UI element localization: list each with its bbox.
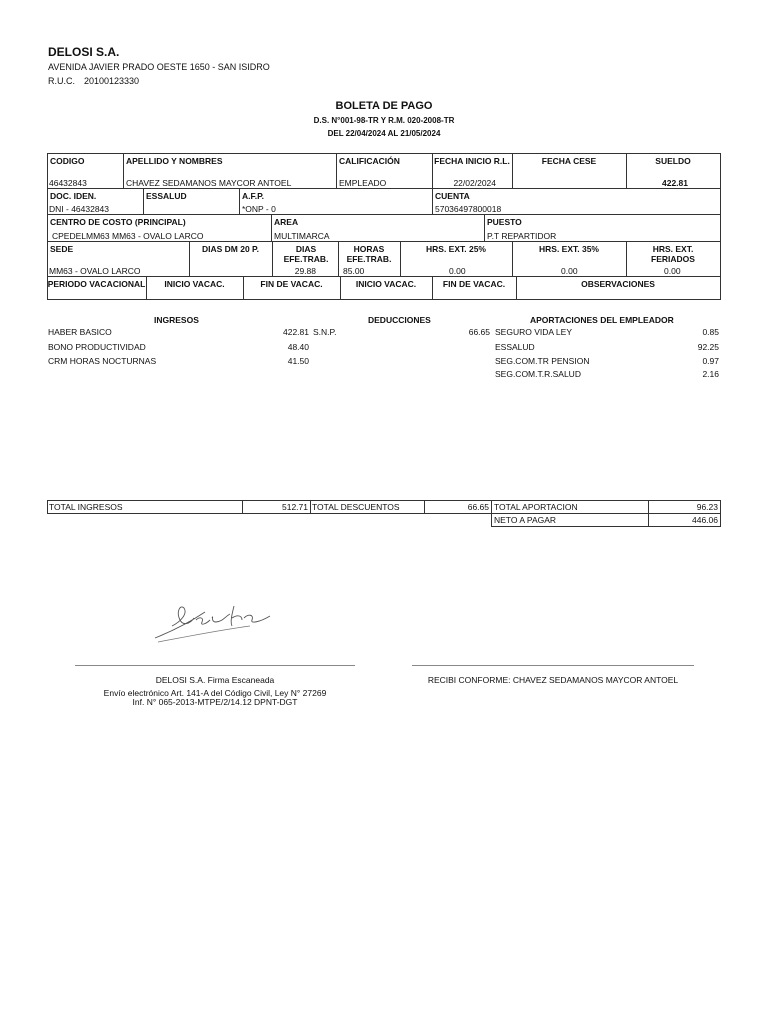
company-address: AVENIDA JAVIER PRADO OESTE 1650 - SAN ISIDRO [48,62,270,72]
signature-image [150,600,280,645]
aportacion-label: SEG.COM.TR PENSION [495,356,590,366]
total-aportacion-value: 96.23 [696,502,718,512]
value-area: MULTIMARCA [274,231,330,241]
value-sueldo: 422.81 [662,178,688,188]
ingreso-value: 422.81 [283,327,309,337]
header-sueldo: SUELDO [655,156,691,166]
total-descuentos-label: TOTAL DESCUENTOS [312,502,400,512]
header-ext-35: HRS. EXT. 35% [539,244,599,254]
company-ruc: 20100123330 [84,76,140,86]
ingreso-value: 41.50 [287,356,309,366]
footer-inf: Inf. N° 065-2013-MTPE/2/14.12 DPNT-DGT [132,697,298,707]
document-subtitle: D.S. N°001-98-TR Y R.M. 020-2008-TR [313,116,455,125]
aportacion-label: SEGURO VIDA LEY [495,327,572,337]
header-essalud: ESSALUD [146,191,187,201]
ingreso-value: 48.40 [287,342,309,352]
value-sede: MM63 - OVALO LARCO [49,266,141,276]
section-ingresos: INGRESOS [154,315,199,325]
signature-line-employer [75,665,355,666]
document-title: BOLETA DE PAGO [335,100,433,112]
header-ext-25: HRS. EXT. 25% [426,244,486,254]
total-aportacion-label: TOTAL APORTACION [494,502,578,512]
ingreso-label: CRM HORAS NOCTURNAS [48,356,157,366]
header-inicio-vacac-1: INICIO VACAC. [164,279,225,289]
value-horas-efe: 85.00 [343,266,365,276]
value-dias-efe: 29.88 [294,266,316,276]
header-dias-dm: DIAS DM 20 P. [201,244,259,254]
footer-envio: Envío electrónico Art. 141-A del Código Civil, Ley N° 27269 [103,688,327,698]
total-ingresos-value: 512.71 [282,502,308,512]
footer-firma: DELOSI S.A. Firma Escaneada [155,675,275,685]
value-puesto: P.T REPARTIDOR [487,231,557,241]
header-codigo: CODIGO [50,156,85,166]
value-doc-iden: DNI - 46432843 [49,204,110,214]
header-doc-iden: DOC. IDEN. [50,191,97,201]
value-ext-35: 0.00 [561,266,578,276]
deduccion-value: 66.65 [468,327,490,337]
header-centro-costo: CENTRO DE COSTO (PRINCIPAL) [50,217,186,227]
aportacion-value: 2.16 [702,369,719,379]
ingreso-label: HABER BASICO [48,327,112,337]
aportacion-label: SEG.COM.T.R.SALUD [495,369,581,379]
value-fecha-inicio: 22/02/2024 [453,178,496,188]
value-ext-25: 0.00 [449,266,466,276]
header-dias-efe: DIAS EFE.TRAB. [283,244,329,264]
aportacion-value: 0.85 [702,327,719,337]
total-descuentos-value: 66.65 [467,502,489,512]
header-periodo-vacacional: PERIODO VACACIONAL [47,279,146,289]
value-codigo: 46432843 [49,178,87,188]
footer-recibi: RECIBI CONFORME: CHAVEZ SEDAMANOS MAYCOR ANTOEL [427,675,679,685]
value-apellido: CHAVEZ SEDAMANOS MAYCOR ANTOEL [126,178,292,188]
value-centro-costo: CPEDELMM63 MM63 - OVALO LARCO [52,231,204,241]
section-aportaciones: APORTACIONES DEL EMPLEADOR [530,315,674,325]
company-ruc-label: R.U.C. [48,76,75,86]
deduccion-label: S.N.P. [313,327,337,337]
value-ext-feriados: 0.00 [664,266,681,276]
header-apellido: APELLIDO Y NOMBRES [126,156,223,166]
header-observaciones: OBSERVACIONES [581,279,655,289]
neto-pagar-value: 446.06 [692,515,718,525]
header-ext-feriados: HRS. EXT. FERIADOS [651,244,695,264]
ingreso-label: BONO PRODUCTIVIDAD [48,342,146,352]
aportacion-value: 0.97 [702,356,719,366]
aportacion-value: 92.25 [697,342,719,352]
total-ingresos-label: TOTAL INGRESOS [49,502,123,512]
value-calificacion: EMPLEADO [339,178,387,188]
header-inicio-vacac-2: INICIO VACAC. [355,279,417,289]
header-area: AREA [274,217,299,227]
header-puesto: PUESTO [487,217,522,227]
value-afp: *ONP - 0 [242,204,276,214]
header-fecha-inicio: FECHA INICIO R.L. [434,156,510,166]
header-calificacion: CALIFICACIÓN [339,156,400,166]
header-cuenta: CUENTA [435,191,470,201]
header-horas-efe: HORAS EFE.TRAB. [346,244,392,264]
header-fin-vacac-2: FIN DE VACAC. [442,279,506,289]
header-fin-vacac-1: FIN DE VACAC. [260,279,323,289]
signature-line-employee [412,665,694,666]
company-name: DELOSI S.A. [48,45,120,59]
document-period: DEL 22/04/2024 AL 21/05/2024 [327,129,441,138]
neto-pagar-label: NETO A PAGAR [494,515,557,525]
section-deducciones: DEDUCCIONES [368,315,431,325]
header-sede: SEDE [50,244,74,254]
header-afp: A.F.P. [242,191,265,201]
header-fecha-cese: FECHA CESE [541,156,597,166]
value-cuenta: 57036497800018 [435,204,502,214]
aportacion-label: ESSALUD [495,342,535,352]
